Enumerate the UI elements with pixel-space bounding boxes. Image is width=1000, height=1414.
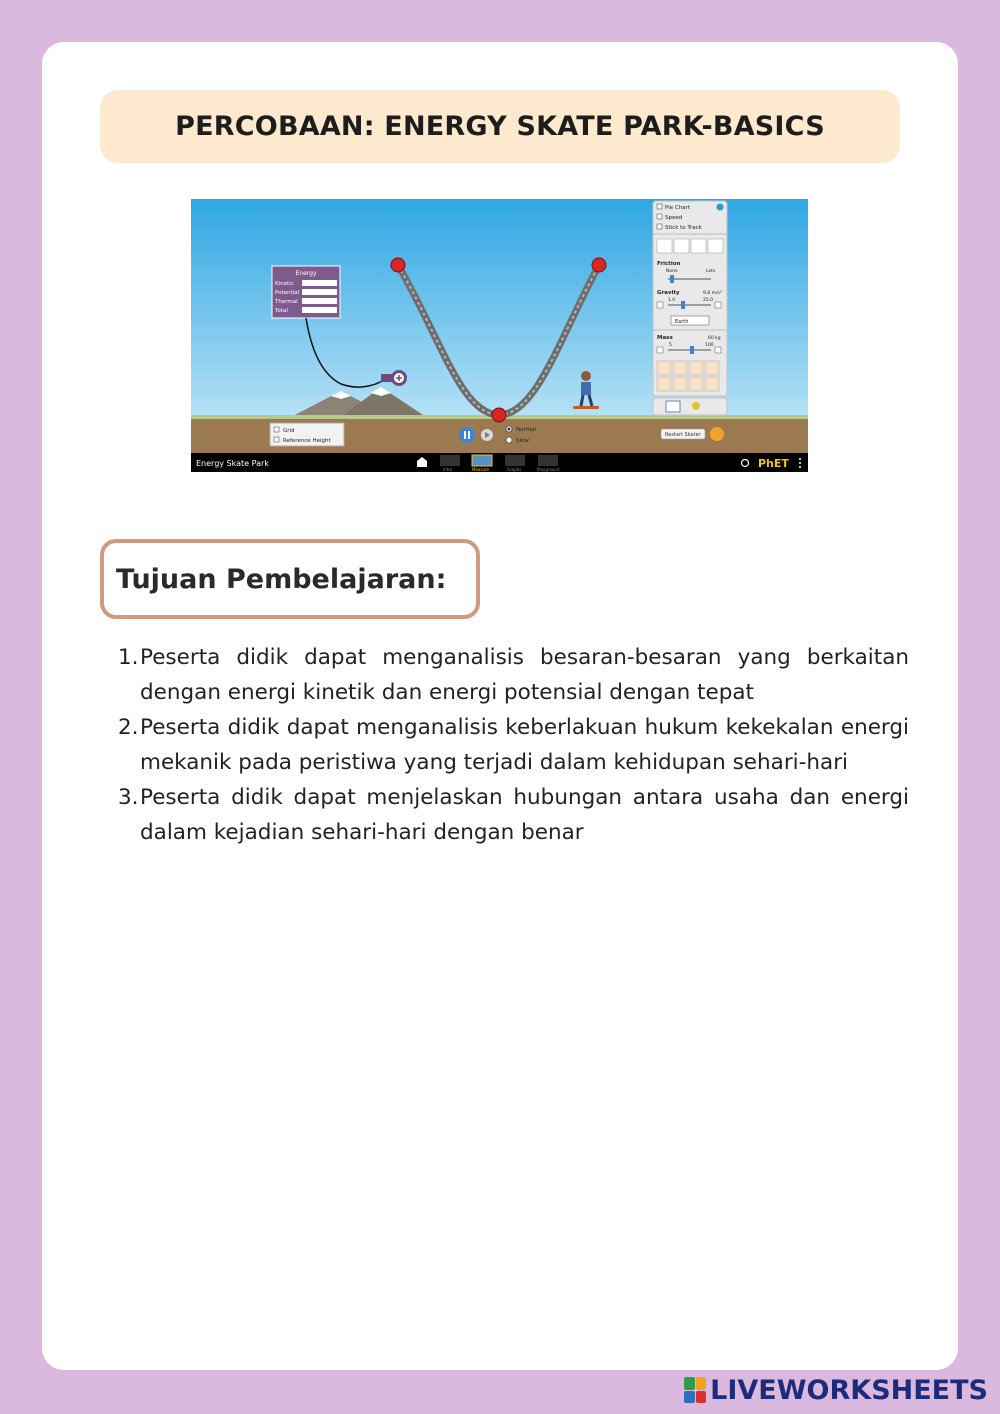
pie-chart-icon [717,204,724,211]
energy-row-label: Kinetic [275,281,294,287]
track-node-right[interactable] [592,258,606,272]
screen-label: Measure [472,467,489,472]
track-node-left[interactable] [391,258,405,272]
mass-value: 60 kg [708,336,721,341]
mass-max: 100 [705,343,714,348]
menu-icon[interactable] [799,458,801,468]
liveworksheets-logo[interactable] [684,1373,988,1407]
friction-max-label: Lots [706,269,716,274]
gravity-max: 25.0 [703,298,714,303]
liveworksheets-brand: LIVEWORKSHEETS [710,1374,988,1406]
gravity-label: Gravity [657,290,680,296]
screen-playground[interactable] [538,455,558,466]
reference-height-checkbox[interactable] [274,437,279,442]
stopwatch-icon[interactable] [666,401,680,412]
option-label: Speed [665,215,683,221]
speed-option-label: Normal [516,427,536,433]
list-item [118,710,909,780]
screen-graphs[interactable] [505,455,525,466]
speed-checkbox[interactable] [657,214,662,219]
speed-option-label: Slow [516,438,529,444]
page-title: PERCOBAAN: ENERGY SKATE PARK-BASICS [175,111,825,142]
gravity-value: 9.8 m/s² [703,291,722,296]
list-item [118,640,909,710]
screen-label: Playground [537,467,560,472]
energy-row-label: Total [275,308,288,314]
planet-value: Earth [675,319,689,325]
list-item-number: 2. [118,715,139,740]
phet-logo: PhET [758,457,789,470]
friction-slider-thumb[interactable] [670,275,674,283]
list-item [118,780,909,850]
list-item-text: Peserta didik dapat menjelaskan hubungan antara usaha dan energi dalam kejadian sehari-hari dengan benar [140,785,909,845]
pie-chart-checkbox[interactable] [657,204,662,209]
screen-measure[interactable] [472,455,492,466]
energy-panel-title: Energy [295,270,317,277]
grid-label: Grid [283,428,295,434]
reset-all-button[interactable] [710,427,724,441]
learning-goals-heading-box [100,539,480,619]
friction-min-label: None [666,269,678,274]
mass-min: 5 [669,343,672,348]
tools-panel [653,398,727,415]
energy-row-label: Potential [275,290,300,296]
gravity-min: 1.0 [668,298,676,303]
list-item-text: Peserta didik dapat menganalisis keberlakuan hukum kekekalan energi mekanik pada peristiwa yang terjadi dalam kehidupan sehari-hari [140,715,909,775]
slow-speed-radio[interactable] [506,437,512,443]
list-item-number: 1. [118,645,139,670]
gravity-slider-thumb[interactable] [681,301,685,309]
gravity-increase-button[interactable] [715,302,721,308]
app-title: Energy Skate Park [196,459,269,468]
mass-label: Mass [657,335,673,341]
mass-increase-button[interactable] [715,347,721,353]
restart-skater-label: Restart Skater [665,432,701,438]
energy-row-label: Thermal [275,299,298,305]
list-item-text: Peserta didik dapat menganalisis besaran-besaran yang berkaitan dengan energi kinetik dan energi potensial dengan tepat [140,645,909,705]
screen-label: Graphs [507,467,522,472]
reference-height-label: Reference Height [283,438,331,444]
screen-label: Intro [443,467,453,472]
title-banner [100,90,900,163]
learning-goals-list [118,640,909,850]
mass-decrease-button[interactable] [657,347,663,353]
grid-checkbox[interactable] [274,427,279,432]
screen-intro[interactable] [440,455,460,466]
friction-label: Friction [657,261,681,267]
gravity-decrease-button[interactable] [657,302,663,308]
liveworksheets-icon [684,1377,706,1403]
simulation-screenshot [191,199,808,472]
learning-goals-heading: Tujuan Pembelajaran: [116,563,447,595]
option-label: Pie Chart [665,205,690,211]
measuring-tape-icon[interactable] [692,402,700,410]
phet-toolbar [191,453,808,472]
list-item-number: 3. [118,785,139,810]
pause-button[interactable] [459,427,475,443]
stick-to-track-checkbox[interactable] [657,224,662,229]
mass-slider-thumb[interactable] [690,346,694,354]
option-label: Stick to Track [665,225,702,231]
track-node-bottom[interactable] [492,408,506,422]
